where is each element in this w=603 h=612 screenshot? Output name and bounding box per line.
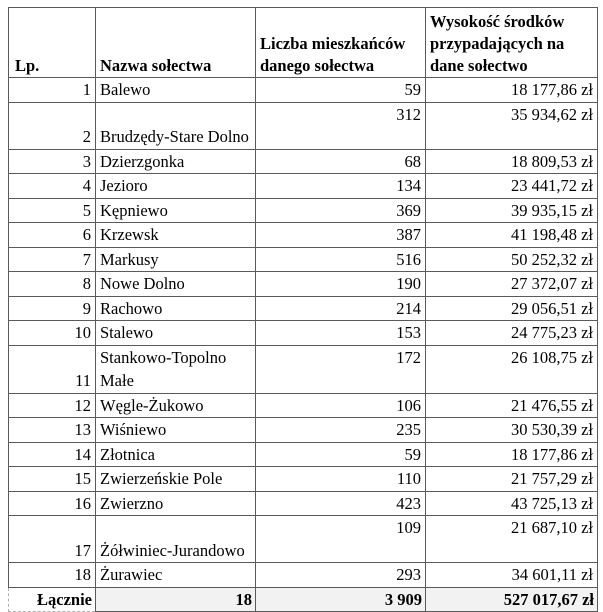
funds-table xyxy=(8,7,598,612)
table-row xyxy=(9,393,598,418)
table-row xyxy=(9,563,598,588)
row-residents: 68 xyxy=(256,149,426,174)
row-name: Dzierzgonka xyxy=(96,149,256,174)
total-funds: 527 017,67 zł xyxy=(426,587,598,612)
row-name: Balewo xyxy=(96,78,256,103)
total-label: Łącznie xyxy=(9,587,96,612)
row-lp: 4 xyxy=(9,174,96,199)
table-row xyxy=(9,149,598,174)
table-row xyxy=(9,442,598,467)
row-name: Wiśniewo xyxy=(96,418,256,443)
row-funds: 50 252,32 zł xyxy=(426,247,598,272)
row-lp: 18 xyxy=(9,563,96,588)
table-row xyxy=(9,491,598,516)
row-lp: 3 xyxy=(9,149,96,174)
table-row xyxy=(9,345,598,393)
table-row xyxy=(9,174,598,199)
row-funds: 18 177,86 zł xyxy=(426,78,598,103)
row-name: Rachowo xyxy=(96,296,256,321)
row-residents: 106 xyxy=(256,393,426,418)
header-name: Nazwa sołectwa xyxy=(96,8,256,78)
row-lp: 16 xyxy=(9,491,96,516)
row-name: Nowe Dolno xyxy=(96,272,256,297)
row-residents: 172 xyxy=(256,345,426,393)
row-name: Stankowo-Topolno Małe xyxy=(96,345,256,393)
row-lp: 9 xyxy=(9,296,96,321)
header-funds: Wysokość środków przypadających na dane sołectwo xyxy=(426,8,598,78)
row-name: Zwierzno xyxy=(96,491,256,516)
row-funds: 21 757,29 zł xyxy=(426,467,598,492)
total-row xyxy=(9,587,598,612)
table-row xyxy=(9,296,598,321)
row-funds: 21 687,10 zł xyxy=(426,516,598,563)
row-lp: 6 xyxy=(9,223,96,248)
table-row xyxy=(9,418,598,443)
row-funds: 27 372,07 zł xyxy=(426,272,598,297)
row-lp: 15 xyxy=(9,467,96,492)
row-funds: 23 441,72 zł xyxy=(426,174,598,199)
row-residents: 423 xyxy=(256,491,426,516)
row-funds: 29 056,51 zł xyxy=(426,296,598,321)
row-residents: 214 xyxy=(256,296,426,321)
table-row xyxy=(9,78,598,103)
table-row xyxy=(9,102,598,149)
header-residents: Liczba mieszkańców danego sołectwa xyxy=(256,8,426,78)
row-residents: 59 xyxy=(256,442,426,467)
row-lp: 8 xyxy=(9,272,96,297)
row-name: Złotnica xyxy=(96,442,256,467)
row-residents: 190 xyxy=(256,272,426,297)
row-residents: 134 xyxy=(256,174,426,199)
row-lp: 1 xyxy=(9,78,96,103)
row-name: Stalewo xyxy=(96,321,256,346)
table-row xyxy=(9,198,598,223)
row-residents: 387 xyxy=(256,223,426,248)
row-funds: 43 725,13 zł xyxy=(426,491,598,516)
row-funds: 26 108,75 zł xyxy=(426,345,598,393)
row-name: Kępniewo xyxy=(96,198,256,223)
row-lp: 2 xyxy=(9,102,96,149)
table-row xyxy=(9,247,598,272)
row-lp: 11 xyxy=(9,345,96,393)
header-row xyxy=(9,8,598,78)
row-residents: 110 xyxy=(256,467,426,492)
row-residents: 293 xyxy=(256,563,426,588)
row-funds: 35 934,62 zł xyxy=(426,102,598,149)
row-name: Węgle-Żukowo xyxy=(96,393,256,418)
table-body xyxy=(9,78,598,588)
row-name: Krzewsk xyxy=(96,223,256,248)
total-count: 18 xyxy=(96,587,256,612)
row-lp: 12 xyxy=(9,393,96,418)
row-residents: 369 xyxy=(256,198,426,223)
row-name: Żółwiniec-Jurandowo xyxy=(96,516,256,563)
row-residents: 516 xyxy=(256,247,426,272)
row-funds: 30 530,39 zł xyxy=(426,418,598,443)
table-row xyxy=(9,467,598,492)
row-funds: 39 935,15 zł xyxy=(426,198,598,223)
row-lp: 5 xyxy=(9,198,96,223)
row-residents: 235 xyxy=(256,418,426,443)
row-funds: 34 601,11 zł xyxy=(426,563,598,588)
table-row xyxy=(9,516,598,563)
row-residents: 109 xyxy=(256,516,426,563)
row-lp: 14 xyxy=(9,442,96,467)
table-row xyxy=(9,223,598,248)
header-lp: Lp. xyxy=(9,8,96,78)
table-row xyxy=(9,272,598,297)
row-funds: 41 198,48 zł xyxy=(426,223,598,248)
row-name: Brudzędy-Stare Dolno xyxy=(96,102,256,149)
row-funds: 18 809,53 zł xyxy=(426,149,598,174)
row-lp: 17 xyxy=(9,516,96,563)
row-name: Jezioro xyxy=(96,174,256,199)
row-funds: 21 476,55 zł xyxy=(426,393,598,418)
row-lp: 13 xyxy=(9,418,96,443)
row-name: Żurawiec xyxy=(96,563,256,588)
row-funds: 18 177,86 zł xyxy=(426,442,598,467)
row-residents: 312 xyxy=(256,102,426,149)
row-name: Markusy xyxy=(96,247,256,272)
row-residents: 153 xyxy=(256,321,426,346)
row-residents: 59 xyxy=(256,78,426,103)
total-residents: 3 909 xyxy=(256,587,426,612)
row-name: Zwierzeńskie Pole xyxy=(96,467,256,492)
row-lp: 7 xyxy=(9,247,96,272)
row-lp: 10 xyxy=(9,321,96,346)
row-funds: 24 775,23 zł xyxy=(426,321,598,346)
table-row xyxy=(9,321,598,346)
